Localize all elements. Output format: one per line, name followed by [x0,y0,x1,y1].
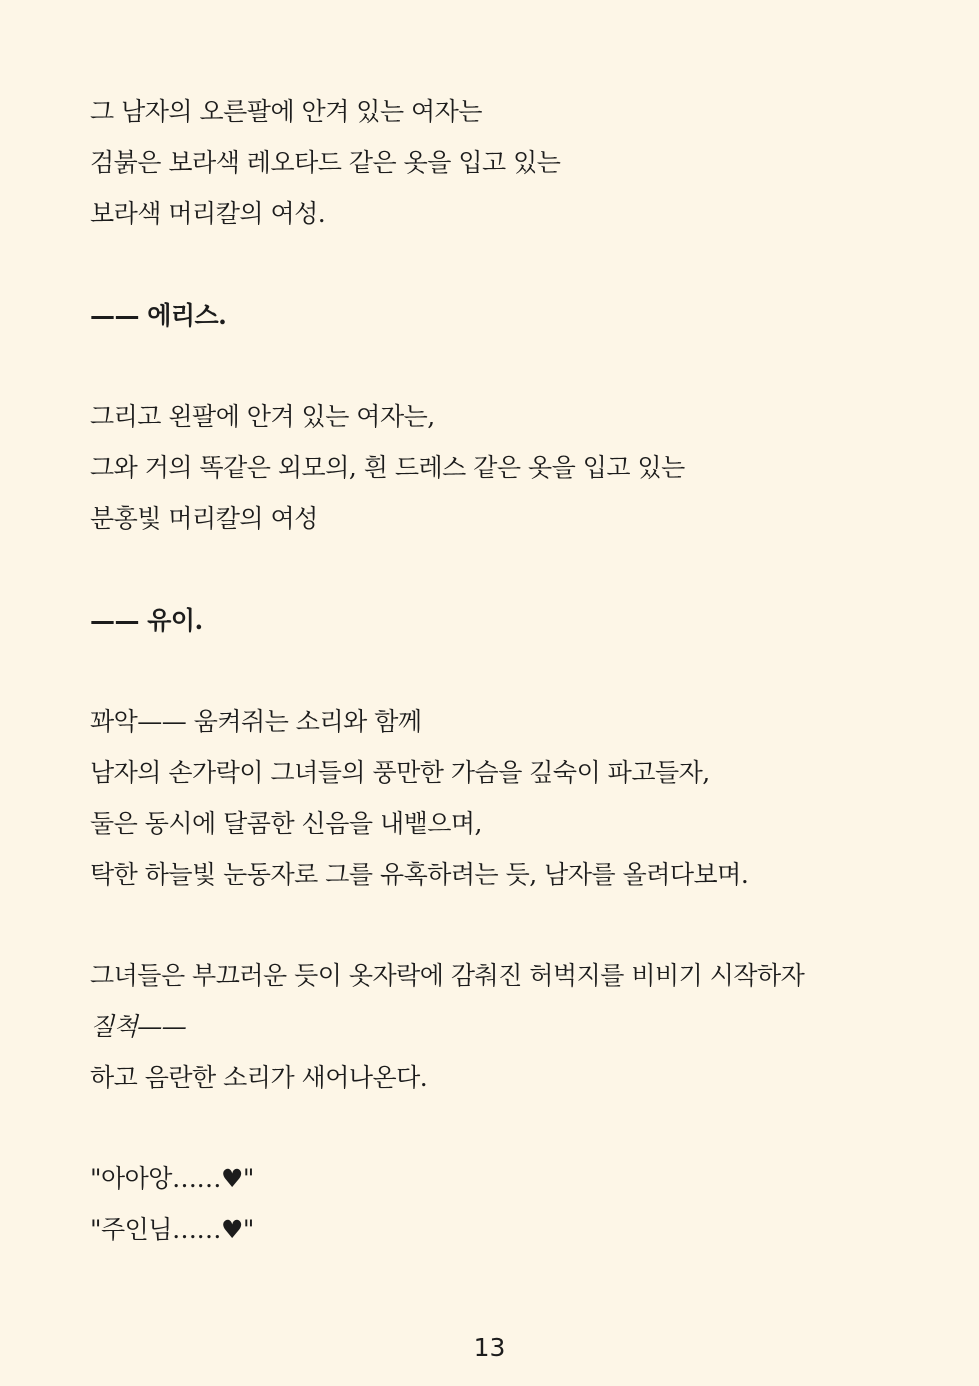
dialogue-line: "아아앙……♥" [90,1164,254,1193]
text-line: 둘은 동시에 달콤한 신음을 내뱉으며, [90,809,482,838]
text-line: 그와 거의 똑같은 외모의, 흰 드레스 같은 옷을 입고 있는 [90,453,685,482]
text-line: 꽈악—— 움켜쥐는 소리와 함께 [90,707,422,736]
text-line: 그 남자의 오른팔에 안겨 있는 여자는 [90,97,482,126]
text-line: 탁한 하늘빛 눈동자로 그를 유혹하려는 듯, 남자를 올려다보며. [90,860,749,889]
text-line: 남자의 손가락이 그녀들의 풍만한 가슴을 깊숙이 파고들자, [90,758,710,787]
text-line: 하고 음란한 소리가 새어나온다. [90,1063,428,1092]
text-line: 분홍빛 머리칼의 여성 [90,504,318,533]
character-name-eris: —— 에리스. [90,301,227,330]
text-line: 보라색 머리칼의 여성. [90,199,326,228]
text-line: 그리고 왼팔에 안겨 있는 여자는, [90,402,435,431]
text-line: 검붉은 보라색 레오타드 같은 옷을 입고 있는 [90,148,561,177]
character-name-yui: —— 유이. [90,606,203,635]
dialogue-line: "주인님……♥" [90,1215,254,1244]
sound-effect-line: 질척—— [90,1012,187,1041]
page-number: 13 [473,1333,506,1362]
text-line: 그녀들은 부끄러운 듯이 옷자락에 감춰진 허벅지를 비비기 시작하자 [90,961,805,990]
